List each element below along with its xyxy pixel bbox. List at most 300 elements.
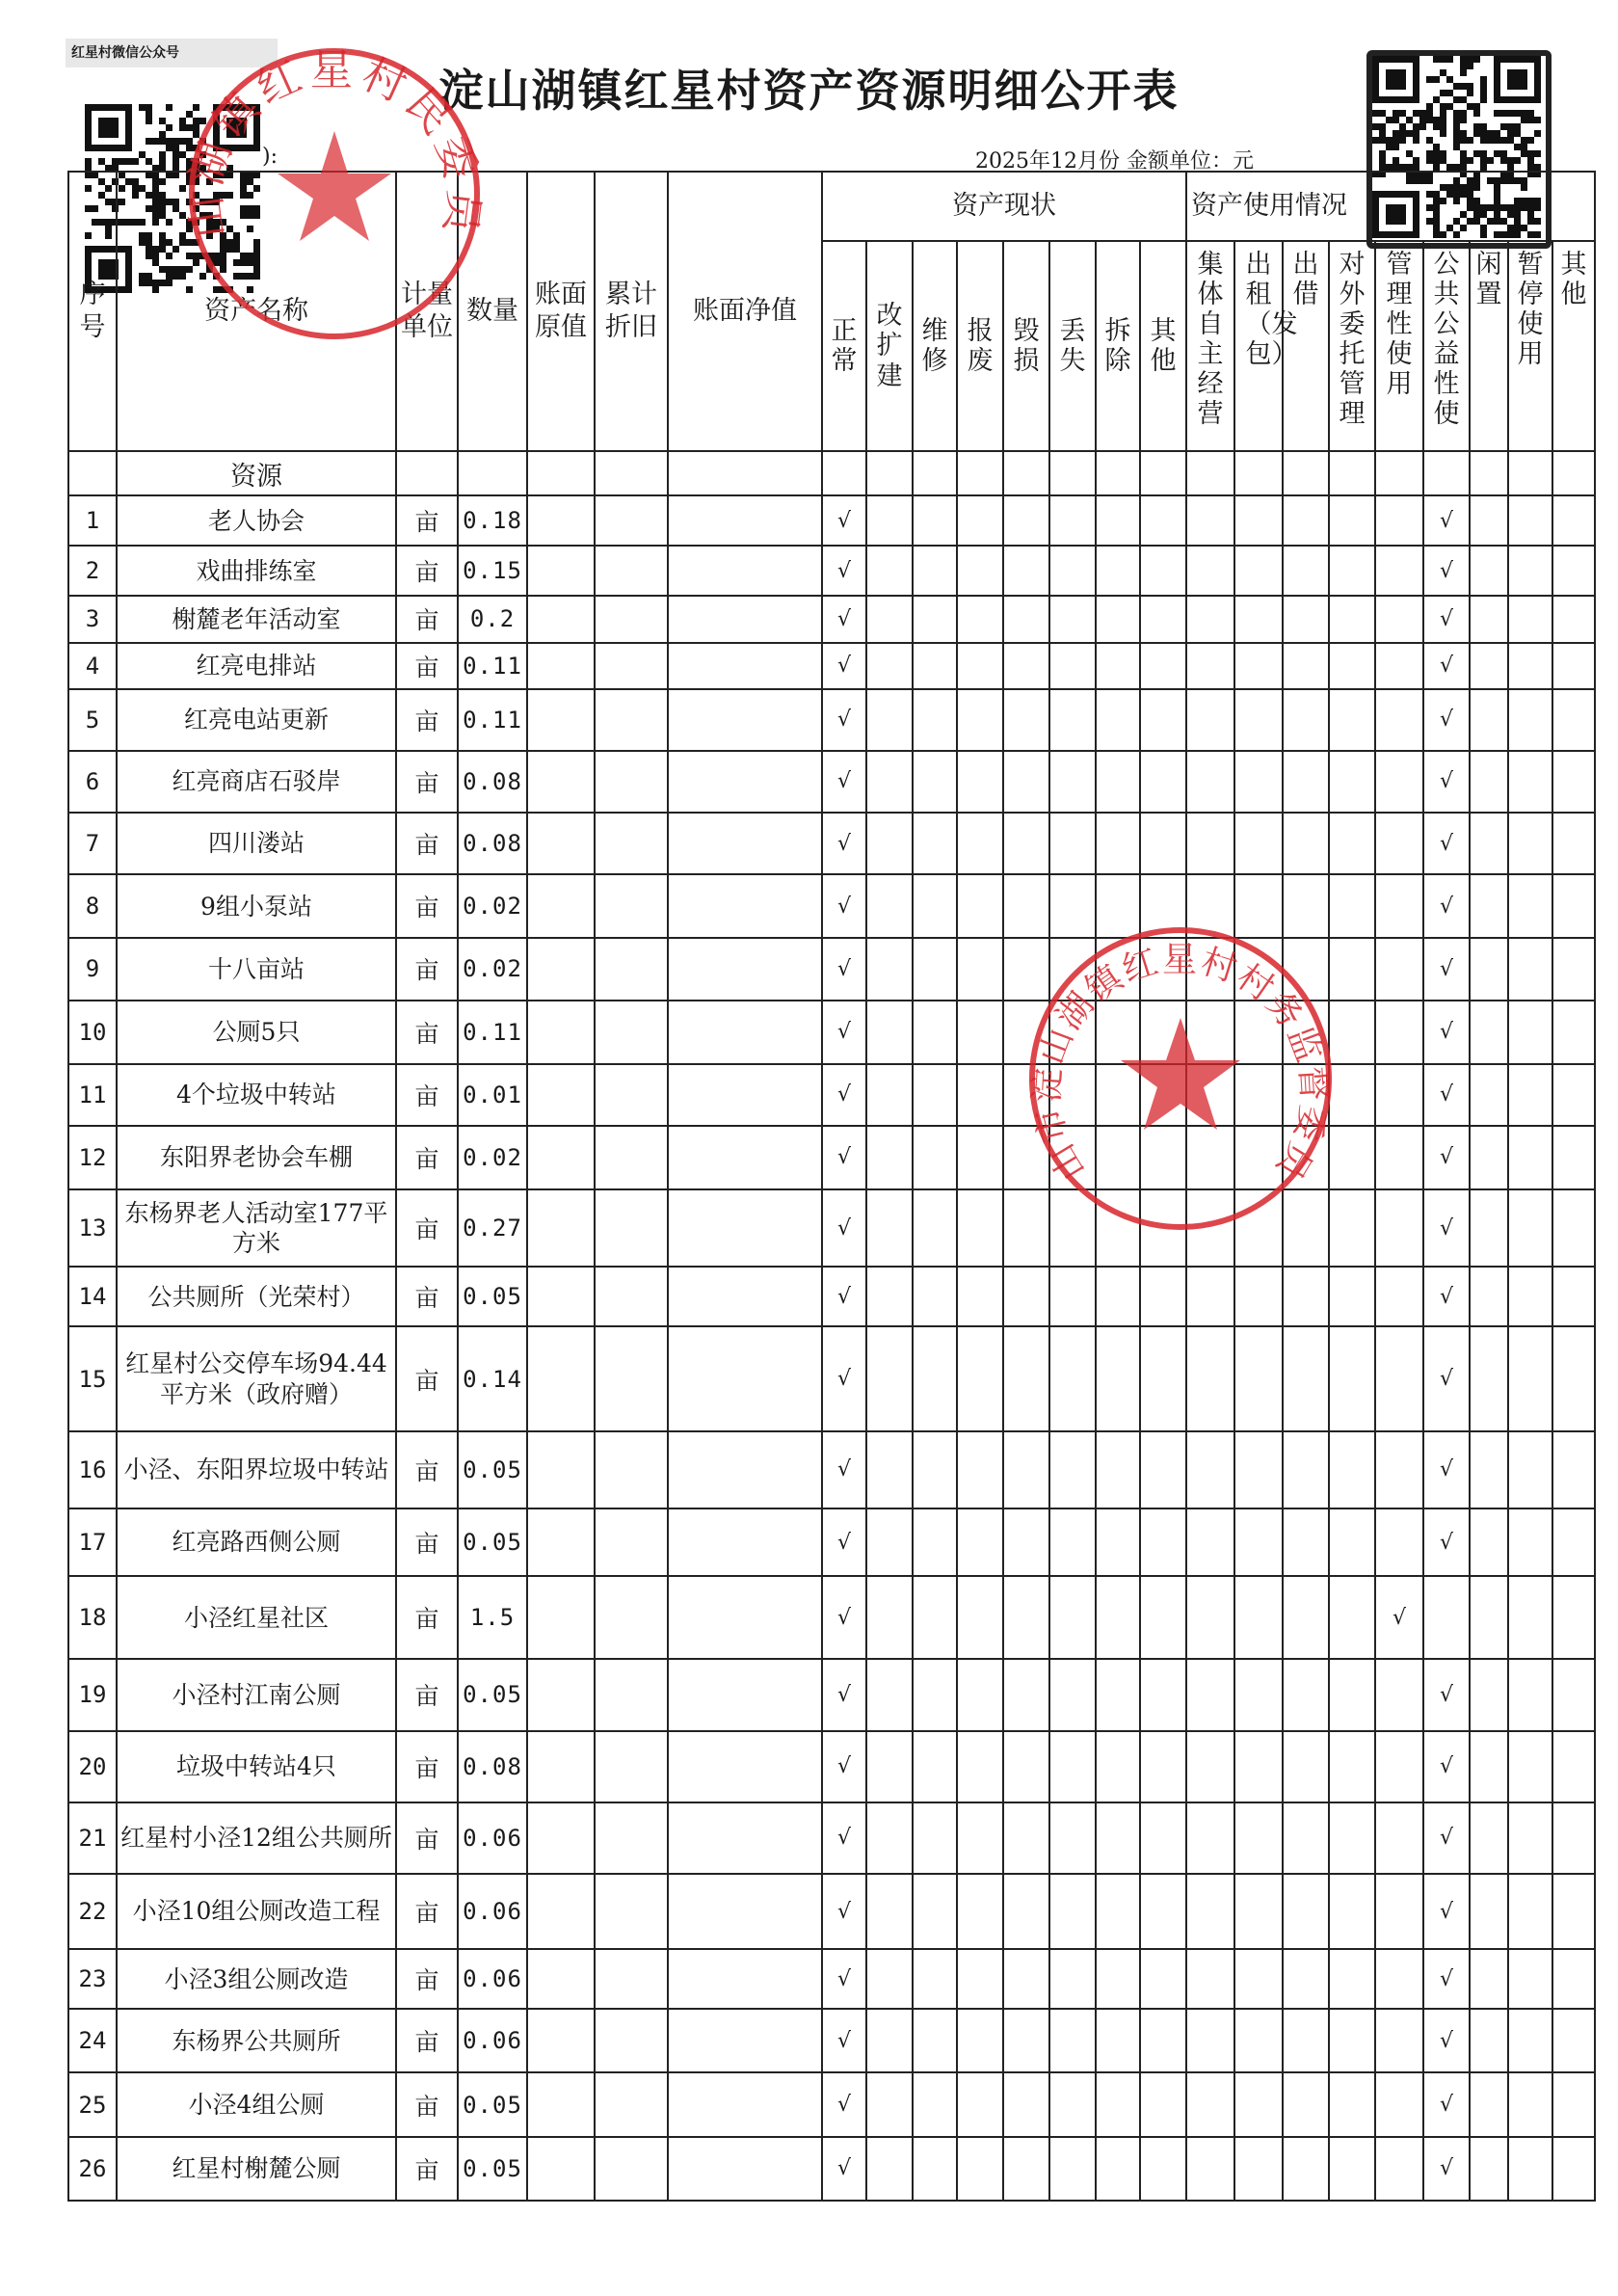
usage-cell <box>1329 1267 1375 1326</box>
asset-name: 公厕5只 <box>117 1001 396 1064</box>
usage-cell <box>1375 1731 1423 1802</box>
usage-cell <box>1508 1326 1552 1430</box>
status-cell <box>1003 1576 1049 1659</box>
depreciation-cell <box>595 1431 668 1508</box>
status-cell <box>913 813 957 874</box>
depreciation-cell <box>595 689 668 751</box>
asset-name: 小泾红星社区 <box>117 1576 396 1659</box>
status-cell <box>957 689 1003 751</box>
usage-cell <box>1234 813 1283 874</box>
usage-cell <box>1552 1731 1595 1802</box>
asset-name: 小泾、东阳界垃圾中转站 <box>117 1431 396 1508</box>
usage-public-check: √ <box>1423 2072 1470 2136</box>
row-number: 2 <box>68 546 117 596</box>
unit-cell: 亩 <box>396 1731 458 1802</box>
usage-cell <box>1470 1802 1508 1874</box>
usage-cell <box>1283 1431 1329 1508</box>
orig-value-cell <box>527 596 595 642</box>
status-cell <box>1140 1431 1186 1508</box>
status-cell <box>866 1064 913 1126</box>
status-cell <box>1003 643 1049 689</box>
usage-cell <box>1329 813 1375 874</box>
status-cell <box>957 1001 1003 1064</box>
usage-cell <box>1186 1731 1234 1802</box>
status-cell <box>1140 813 1186 874</box>
quantity-cell: 0.01 <box>458 1064 527 1126</box>
row-number: 18 <box>68 1576 117 1659</box>
row-number: 3 <box>68 596 117 642</box>
depreciation-cell <box>595 2072 668 2136</box>
subtitle-left: ): <box>262 145 278 169</box>
row-number: 26 <box>68 2137 117 2201</box>
usage-cell <box>1186 1802 1234 1874</box>
asset-name: 红亮商店石驳岸 <box>117 751 396 813</box>
usage-cell <box>1508 596 1552 642</box>
orig-value-cell <box>527 1001 595 1064</box>
status-cell <box>866 1001 913 1064</box>
status-cell <box>1003 1267 1049 1326</box>
usage-cell <box>1234 1576 1283 1659</box>
status-cell <box>1049 813 1096 874</box>
status-normal-check: √ <box>822 874 866 938</box>
quantity-cell: 0.06 <box>458 1949 527 2009</box>
usage-cell <box>1375 1326 1423 1430</box>
net-value-cell <box>668 1001 822 1064</box>
depreciation-cell <box>595 813 668 874</box>
usage-cell <box>1423 1576 1470 1659</box>
status-cell <box>1049 1576 1096 1659</box>
status-cell <box>1096 1802 1140 1874</box>
status-cell <box>913 1659 957 1730</box>
usage-cell <box>1283 495 1329 546</box>
quantity-cell: 0.11 <box>458 689 527 751</box>
status-normal-check: √ <box>822 689 866 751</box>
unit-cell: 亩 <box>396 1874 458 1949</box>
status-cell <box>1096 689 1140 751</box>
status-cell <box>866 813 913 874</box>
net-value-cell <box>668 1731 822 1802</box>
table-row <box>68 874 1595 938</box>
status-cell <box>866 1126 913 1189</box>
usage-cell <box>1234 1949 1283 2009</box>
status-cell <box>913 1508 957 1576</box>
row-number: 9 <box>68 938 117 1000</box>
usage-public-check: √ <box>1423 1431 1470 1508</box>
header-usage-col-5: 公共公益性使 <box>1423 241 1470 451</box>
usage-cell <box>1329 546 1375 596</box>
usage-cell <box>1508 1431 1552 1508</box>
header-status-col-6: 拆除 <box>1096 241 1140 451</box>
asset-name: 垃圾中转站4只 <box>117 1731 396 1802</box>
status-cell <box>1003 1874 1049 1949</box>
usage-cell <box>1508 689 1552 751</box>
usage-cell <box>1470 1576 1508 1659</box>
quantity-cell: 0.14 <box>458 1326 527 1430</box>
status-cell <box>957 1802 1003 1874</box>
row-number: 17 <box>68 1508 117 1576</box>
table-row <box>68 1064 1595 1126</box>
usage-cell <box>1470 1064 1508 1126</box>
usage-cell <box>1234 2009 1283 2072</box>
table-row <box>68 1731 1595 1802</box>
status-cell <box>1003 2009 1049 2072</box>
net-value-cell <box>668 596 822 642</box>
usage-cell <box>1329 689 1375 751</box>
status-cell <box>1049 1267 1096 1326</box>
usage-cell <box>1234 1326 1283 1430</box>
status-cell <box>957 938 1003 1000</box>
asset-name: 榭麓老年活动室 <box>117 596 396 642</box>
row-number: 5 <box>68 689 117 751</box>
quantity-cell: 0.05 <box>458 1508 527 1576</box>
status-cell <box>913 874 957 938</box>
usage-cell <box>1470 2072 1508 2136</box>
usage-cell <box>1283 1659 1329 1730</box>
status-cell <box>1140 1326 1186 1430</box>
usage-cell <box>1470 1659 1508 1730</box>
usage-cell <box>1552 938 1595 1000</box>
unit-cell: 亩 <box>396 1189 458 1267</box>
unit-cell: 亩 <box>396 2137 458 2201</box>
status-cell <box>866 1326 913 1430</box>
usage-cell <box>1375 1659 1423 1730</box>
usage-cell <box>1508 1508 1552 1576</box>
status-cell <box>957 1326 1003 1430</box>
quantity-cell: 0.02 <box>458 938 527 1000</box>
usage-public-check: √ <box>1423 2137 1470 2201</box>
quantity-cell: 0.02 <box>458 1126 527 1189</box>
status-cell <box>866 1949 913 2009</box>
header-depreciation: 累计折旧 <box>595 172 668 451</box>
usage-cell <box>1552 1576 1595 1659</box>
status-cell <box>866 596 913 642</box>
usage-public-check: √ <box>1423 1731 1470 1802</box>
status-cell <box>866 1431 913 1508</box>
supervision-committee-stamp <box>1023 921 1338 1236</box>
usage-cell <box>1283 1267 1329 1326</box>
usage-cell <box>1234 751 1283 813</box>
header-usage-group: 资产使用情况 <box>1186 172 1595 241</box>
status-cell <box>957 546 1003 596</box>
usage-cell <box>1470 1189 1508 1267</box>
usage-cell <box>1470 1126 1508 1189</box>
status-cell <box>913 689 957 751</box>
status-cell <box>1049 2137 1096 2201</box>
status-cell <box>1096 1576 1140 1659</box>
status-cell <box>1049 751 1096 813</box>
orig-value-cell <box>527 874 595 938</box>
usage-cell <box>1234 596 1283 642</box>
unit-cell: 亩 <box>396 643 458 689</box>
status-normal-check: √ <box>822 1659 866 1730</box>
usage-cell <box>1508 1949 1552 2009</box>
unit-cell: 亩 <box>396 1326 458 1430</box>
usage-cell <box>1552 1189 1595 1267</box>
table-row <box>68 1267 1595 1326</box>
unit-cell: 亩 <box>396 813 458 874</box>
usage-cell <box>1283 596 1329 642</box>
row-number: 11 <box>68 1064 117 1126</box>
unit-cell: 亩 <box>396 1267 458 1326</box>
table-row <box>68 813 1595 874</box>
usage-cell <box>1186 1949 1234 2009</box>
usage-cell <box>1552 1874 1595 1949</box>
usage-cell <box>1508 2072 1552 2136</box>
quantity-cell: 0.08 <box>458 813 527 874</box>
usage-cell <box>1283 2009 1329 2072</box>
usage-cell <box>1329 2137 1375 2201</box>
status-cell <box>1003 1659 1049 1730</box>
usage-cell <box>1186 2137 1234 2201</box>
depreciation-cell <box>595 1874 668 1949</box>
usage-cell <box>1508 874 1552 938</box>
section-row-resources <box>68 451 1595 495</box>
net-value-cell <box>668 1126 822 1189</box>
unit-cell: 亩 <box>396 1431 458 1508</box>
orig-value-cell <box>527 1126 595 1189</box>
unit-cell: 亩 <box>396 751 458 813</box>
svg-text:淀山湖镇红星村民委员会: 山湖镇红星村民委员 <box>181 45 488 242</box>
row-number: 7 <box>68 813 117 874</box>
usage-cell <box>1329 2009 1375 2072</box>
unit-cell: 亩 <box>396 2072 458 2136</box>
usage-cell <box>1234 1659 1283 1730</box>
usage-cell <box>1552 643 1595 689</box>
usage-cell <box>1375 2072 1423 2136</box>
status-cell <box>913 1431 957 1508</box>
usage-cell <box>1186 1431 1234 1508</box>
status-cell <box>1096 2072 1140 2136</box>
table-row <box>68 1126 1595 1189</box>
usage-cell <box>1234 643 1283 689</box>
depreciation-cell <box>595 751 668 813</box>
header-usage-col-2: 出借 <box>1283 241 1329 451</box>
status-cell <box>1003 813 1049 874</box>
status-cell <box>1049 1659 1096 1730</box>
usage-public-check: √ <box>1423 2009 1470 2072</box>
orig-value-cell <box>527 2009 595 2072</box>
table-row <box>68 1326 1595 1430</box>
header-status-col-0: 正常 <box>822 241 866 451</box>
quantity-cell: 0.2 <box>458 596 527 642</box>
status-cell <box>957 1064 1003 1126</box>
row-number: 23 <box>68 1949 117 2009</box>
svg-text:昆山市淀山湖镇红星村村务监督委员会: 山市淀山湖镇红星村村务监督委员 <box>1027 940 1334 1188</box>
depreciation-cell <box>595 2137 668 2201</box>
quantity-cell: 0.05 <box>458 2072 527 2136</box>
usage-cell <box>1283 1949 1329 2009</box>
usage-cell <box>1552 1508 1595 1576</box>
usage-public-check: √ <box>1423 1267 1470 1326</box>
status-cell <box>957 1508 1003 1576</box>
asset-name: 小泾村江南公厕 <box>117 1659 396 1730</box>
table-row <box>68 751 1595 813</box>
status-cell <box>1096 2137 1140 2201</box>
status-cell <box>1003 1949 1049 2009</box>
depreciation-cell <box>595 1326 668 1430</box>
status-cell <box>1140 596 1186 642</box>
usage-cell <box>1470 1001 1508 1064</box>
status-cell <box>913 1874 957 1949</box>
usage-cell <box>1234 1874 1283 1949</box>
net-value-cell <box>668 546 822 596</box>
status-cell <box>1003 1508 1049 1576</box>
usage-public-check: √ <box>1423 813 1470 874</box>
usage-cell <box>1470 1431 1508 1508</box>
status-cell <box>866 1802 913 1874</box>
usage-cell <box>1375 751 1423 813</box>
row-number: 21 <box>68 1802 117 1874</box>
status-cell <box>1049 546 1096 596</box>
status-cell <box>1096 1326 1140 1430</box>
status-normal-check: √ <box>822 751 866 813</box>
usage-cell <box>1329 1659 1375 1730</box>
status-cell <box>1140 1576 1186 1659</box>
status-cell <box>1049 1874 1096 1949</box>
usage-cell <box>1283 751 1329 813</box>
usage-cell <box>1508 1189 1552 1267</box>
table-row <box>68 546 1595 596</box>
status-cell <box>913 1731 957 1802</box>
usage-cell <box>1186 1659 1234 1730</box>
usage-cell <box>1508 813 1552 874</box>
usage-cell <box>1329 1731 1375 1802</box>
usage-cell <box>1375 938 1423 1000</box>
status-normal-check: √ <box>822 1949 866 2009</box>
table-row <box>68 1802 1595 1874</box>
usage-cell <box>1552 1064 1595 1126</box>
status-cell <box>1096 546 1140 596</box>
usage-cell <box>1508 1001 1552 1064</box>
status-cell <box>1049 1326 1096 1430</box>
status-normal-check: √ <box>822 1431 866 1508</box>
net-value-cell <box>668 813 822 874</box>
orig-value-cell <box>527 1731 595 1802</box>
asset-name: 四川溇站 <box>117 813 396 874</box>
status-normal-check: √ <box>822 813 866 874</box>
usage-public-check: √ <box>1423 596 1470 642</box>
status-cell <box>1049 689 1096 751</box>
usage-cell <box>1329 1949 1375 2009</box>
status-cell <box>1049 1431 1096 1508</box>
status-cell <box>866 2137 913 2201</box>
status-normal-check: √ <box>822 2137 866 2201</box>
usage-cell <box>1470 596 1508 642</box>
table-row <box>68 2009 1595 2072</box>
status-cell <box>1140 546 1186 596</box>
status-cell <box>957 874 1003 938</box>
status-normal-check: √ <box>822 938 866 1000</box>
asset-name: 红亮电排站 <box>117 643 396 689</box>
status-cell <box>913 1949 957 2009</box>
status-cell <box>1003 689 1049 751</box>
usage-cell <box>1375 813 1423 874</box>
quantity-cell: 0.05 <box>458 1659 527 1730</box>
status-cell <box>1140 1949 1186 2009</box>
table-row <box>68 643 1595 689</box>
table-row <box>68 1874 1595 1949</box>
status-cell <box>957 643 1003 689</box>
asset-name: 红星村小泾12组公共厕所 <box>117 1802 396 1874</box>
row-number: 13 <box>68 1189 117 1267</box>
usage-cell <box>1329 495 1375 546</box>
status-cell <box>1049 2009 1096 2072</box>
status-cell <box>1049 1508 1096 1576</box>
usage-public-check: √ <box>1423 1326 1470 1430</box>
depreciation-cell <box>595 1001 668 1064</box>
unit-cell: 亩 <box>396 1802 458 1874</box>
row-number: 25 <box>68 2072 117 2136</box>
usage-public-check: √ <box>1423 1802 1470 1874</box>
quantity-cell: 0.18 <box>458 495 527 546</box>
usage-cell <box>1186 813 1234 874</box>
unit-cell: 亩 <box>396 1949 458 2009</box>
usage-cell <box>1552 1326 1595 1430</box>
status-cell <box>1096 813 1140 874</box>
quantity-cell: 0.08 <box>458 1731 527 1802</box>
row-number: 22 <box>68 1874 117 1949</box>
quantity-cell: 0.05 <box>458 2137 527 2201</box>
asset-name: 红星村公交停车场94.44平方米（政府赠） <box>117 1326 396 1430</box>
status-normal-check: √ <box>822 1326 866 1430</box>
status-cell <box>1096 751 1140 813</box>
status-cell <box>866 689 913 751</box>
unit-cell: 亩 <box>396 938 458 1000</box>
orig-value-cell <box>527 1874 595 1949</box>
status-cell <box>1049 596 1096 642</box>
row-number: 20 <box>68 1731 117 1802</box>
usage-cell <box>1470 1508 1508 1576</box>
status-cell <box>1003 596 1049 642</box>
usage-cell <box>1234 1431 1283 1508</box>
quantity-cell: 0.06 <box>458 2009 527 2072</box>
status-normal-check: √ <box>822 546 866 596</box>
status-cell <box>957 1267 1003 1326</box>
net-value-cell <box>668 1659 822 1730</box>
usage-cell <box>1470 813 1508 874</box>
usage-cell <box>1470 546 1508 596</box>
usage-cell <box>1508 938 1552 1000</box>
usage-cell <box>1329 1874 1375 1949</box>
usage-cell <box>1508 2137 1552 2201</box>
net-value-cell <box>668 1576 822 1659</box>
status-cell <box>913 2137 957 2201</box>
usage-cell <box>1375 1189 1423 1267</box>
orig-value-cell <box>527 1508 595 1576</box>
corner-label: 红星村微信公众号 <box>66 39 278 67</box>
usage-cell <box>1508 1802 1552 1874</box>
orig-value-cell <box>527 1659 595 1730</box>
table-row <box>68 2072 1595 2136</box>
usage-public-check: √ <box>1423 1126 1470 1189</box>
usage-public-check: √ <box>1423 1949 1470 2009</box>
row-number: 24 <box>68 2009 117 2072</box>
quantity-cell: 0.05 <box>458 1267 527 1326</box>
status-normal-check: √ <box>822 1874 866 1949</box>
orig-value-cell <box>527 2137 595 2201</box>
status-cell <box>1096 1874 1140 1949</box>
net-value-cell <box>668 643 822 689</box>
status-cell <box>957 1659 1003 1730</box>
usage-cell <box>1552 1802 1595 1874</box>
status-cell <box>957 751 1003 813</box>
usage-cell <box>1283 1576 1329 1659</box>
status-normal-check: √ <box>822 1064 866 1126</box>
usage-cell <box>1508 643 1552 689</box>
usage-cell <box>1375 495 1423 546</box>
header-net-value: 账面净值 <box>668 172 822 451</box>
usage-cell <box>1552 1659 1595 1730</box>
